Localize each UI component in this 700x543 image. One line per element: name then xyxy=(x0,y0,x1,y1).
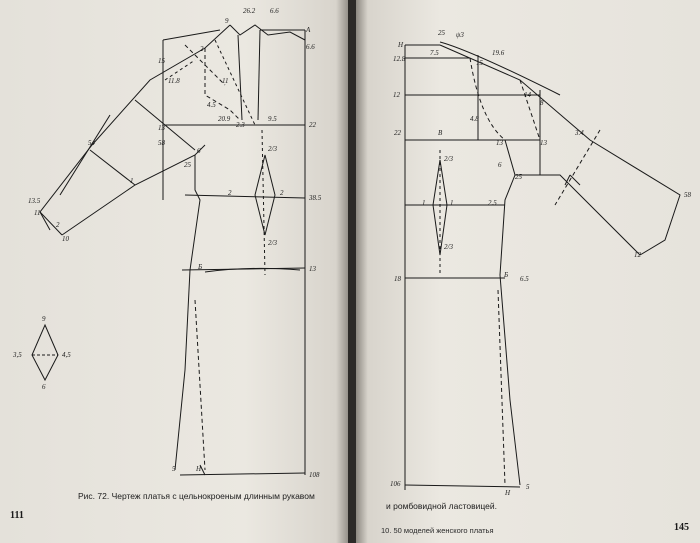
left-caption: Рис. 72. Чертеж платья с цельнокроеным длинным рукавом xyxy=(78,491,315,501)
rlabel-H: H xyxy=(398,41,404,49)
rlabel-3-4: 3.4 xyxy=(575,129,584,137)
label-38-5: 38.5 xyxy=(309,194,322,202)
label-5: 5 xyxy=(172,465,176,473)
label-108: 108 xyxy=(309,471,320,479)
label-2-3-lower: 2/3 xyxy=(268,239,277,247)
label-6-6-side: 6.6 xyxy=(306,43,315,51)
left-page-number: 111 xyxy=(10,510,24,521)
rlabel-22: 22 xyxy=(394,129,401,137)
rlabel-12: 12 xyxy=(393,91,400,99)
rlabel-1-a: 1 xyxy=(422,199,426,207)
label-13-5: 13.5 xyxy=(28,197,41,205)
rlabel-18: 18 xyxy=(394,275,401,283)
label-11-8: 11.8 xyxy=(168,77,180,85)
rlabel-19-6: 19.6 xyxy=(492,49,505,57)
label-10: 10 xyxy=(62,235,69,243)
label-2-cuff: 2 xyxy=(56,221,60,229)
label-2-3: 2.3 xyxy=(236,121,245,129)
label-1: 1 xyxy=(130,177,134,185)
label-13: 13 xyxy=(158,124,165,132)
rlabel-B: В xyxy=(438,129,443,137)
label-25: 25 xyxy=(184,161,191,169)
label-2-waist-b: 2 xyxy=(280,189,284,197)
diamond-label-right: 4,5 xyxy=(62,351,71,359)
rlabel-2-5: 2.5 xyxy=(488,199,497,207)
label-11-cuff: 11 xyxy=(34,209,41,217)
rlabel-1-b: 1 xyxy=(450,199,454,207)
diamond-label-top: 9 xyxy=(42,315,46,323)
label-58: 58 xyxy=(158,139,165,147)
label-6: 6 xyxy=(197,147,201,155)
rlabel-15: 15 xyxy=(476,59,483,67)
rlabel-12-cuff: 12 xyxy=(634,251,641,259)
rlabel-5: 5 xyxy=(526,483,530,491)
label-4-5: 4.5 xyxy=(207,101,216,109)
rlabel-B-hip: Б xyxy=(504,271,509,279)
rlabel-6-5: 6.5 xyxy=(520,275,529,283)
right-footer: 10. 50 моделей женского платья xyxy=(381,526,494,535)
rlabel-2-3-low: 2/3 xyxy=(444,243,453,251)
label-2-shoulder: 2 xyxy=(200,45,204,53)
label-26-2: 26.2 xyxy=(243,7,256,15)
rlabel-4-8: 4.8 xyxy=(470,115,479,123)
rlabel-106: 106 xyxy=(390,480,401,488)
rlabel-8: 8 xyxy=(540,99,544,107)
rlabel-12-8: 12.8 xyxy=(393,55,406,63)
rlabel-13-b: 13 xyxy=(540,139,547,147)
label-H: Н xyxy=(196,465,202,473)
rlabel-6: 6 xyxy=(498,161,502,169)
rlabel-58: 58 xyxy=(684,191,691,199)
rlabel-2-3-top: 2/3 xyxy=(444,155,453,163)
diamond-label-bottom: 6 xyxy=(42,383,46,391)
rlabel-14: 14 xyxy=(524,91,531,99)
right-page-number: 145 xyxy=(674,522,689,533)
right-caption: и ромбовидной ластовицей. xyxy=(386,501,497,511)
rlabel-H-hem: Н xyxy=(505,489,511,497)
label-6-6-top: 6.6 xyxy=(270,7,279,15)
rlabel-7-5: 7.5 xyxy=(430,49,439,57)
rlabel-25-side: 25 xyxy=(515,173,522,181)
label-15: 15 xyxy=(158,57,165,65)
label-9-5: 9.5 xyxy=(268,115,277,123)
label-11: 11 xyxy=(222,77,229,85)
label-13-hip: 13 xyxy=(309,265,316,273)
label-20-9: 20.9 xyxy=(218,115,231,123)
label-9: 9 xyxy=(225,17,229,25)
label-B: Б xyxy=(198,263,203,271)
label-A: A xyxy=(306,26,311,34)
rlabel-13-a: 13 xyxy=(496,139,503,147)
label-2-waist-a: 2 xyxy=(228,189,232,197)
rlabel-25: 25 xyxy=(438,29,445,37)
diamond-label-left: 3,5 xyxy=(13,351,22,359)
rlabel-psi3: ψ3 xyxy=(456,31,464,39)
label-22: 22 xyxy=(309,121,316,129)
label-54: 54 xyxy=(88,139,95,147)
label-2-3-upper: 2/3 xyxy=(268,145,277,153)
